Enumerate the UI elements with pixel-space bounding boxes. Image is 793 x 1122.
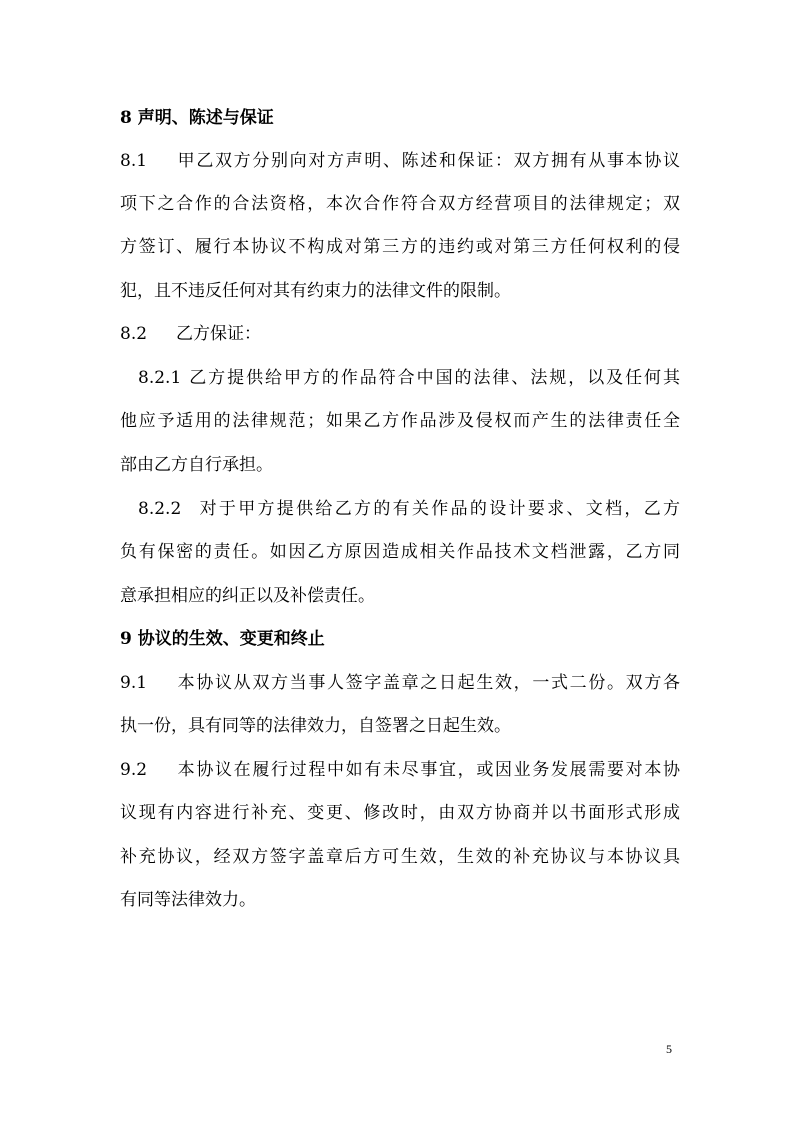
clause-8-2-1-line-3: 部由乙方自行承担。 [120, 455, 273, 475]
clause-8-2-text: 乙方保证： [176, 324, 261, 344]
clause-8-2-number: 8.2 [120, 324, 148, 344]
clause-9-2-number: 9.2 [120, 760, 148, 780]
clause-8-1-line-2: 项下之合作的合法资格，本次合作符合双方经营项目的法律规定；双 [120, 194, 680, 214]
clause-9-2-line-2: 议现有内容进行补充、变更、修改时，由双方协商并以书面形式形成 [120, 803, 680, 823]
clause-8-2-2-text-1: 对于甲方提供给乙方的有关作品的设计要求、文档，乙方 [197, 499, 680, 519]
clause-8-1-number: 8.1 [120, 151, 148, 171]
clause-8-2-1-text-1: 乙方提供给甲方的作品符合中国的法律、法规，以及任何其 [187, 368, 680, 388]
clause-8-2-2-number: 8.2.2 [138, 499, 182, 519]
clause-9-1-line-1 [120, 672, 680, 694]
clause-8-2-2-line-3: 意承担相应的纠正以及补偿责任。 [120, 586, 375, 606]
clause-9-2-text-1: 本协议在履行过程中如有未尽事宜，或因业务发展需要对本协 [176, 760, 680, 780]
page-number: 5 [666, 1042, 672, 1056]
clause-8-2-line [120, 323, 680, 345]
clause-8-1-line-1 [120, 150, 680, 172]
clause-8-1-line-3: 方签订、履行本协议不构成对第三方的违约或对第三方任何权利的侵 [120, 237, 680, 257]
clause-9-1-text-1: 本协议从双方当事人签字盖章之日起生效，一式二份。双方各 [176, 673, 680, 693]
clause-9-2-line-3: 补充协议，经双方签字盖章后方可生效，生效的补充协议与本协议具 [120, 847, 680, 867]
clause-8-2-1-number: 8.2.1 [138, 368, 182, 388]
clause-8-1-line-4: 犯，且不违反任何对其有约束力的法律文件的限制。 [120, 281, 511, 301]
clause-9-2-line-1 [120, 759, 680, 781]
clause-9-1-number: 9.1 [120, 673, 148, 693]
clause-8-2-2-line-1 [120, 498, 680, 520]
clause-9-1-line-2: 执一份，具有同等的法律效力，自签署之日起生效。 [120, 716, 511, 736]
section-9-heading: 9 协议的生效、变更和终止 [120, 629, 325, 649]
clause-9-2-line-4: 有同等法律效力。 [120, 890, 256, 910]
clause-8-2-1-line-1 [120, 367, 680, 389]
clause-8-1-text-1: 甲乙双方分别向对方声明、陈述和保证：双方拥有从事本协议 [176, 151, 680, 171]
section-8-heading: 8 声明、陈述与保证 [120, 108, 274, 128]
clause-8-2-2-line-2: 负有保密的责任。如因乙方原因造成相关作品技术文档泄露，乙方同 [120, 542, 680, 562]
clause-8-2-1-line-2: 他应予适用的法律规范；如果乙方作品涉及侵权而产生的法律责任全 [120, 411, 680, 431]
